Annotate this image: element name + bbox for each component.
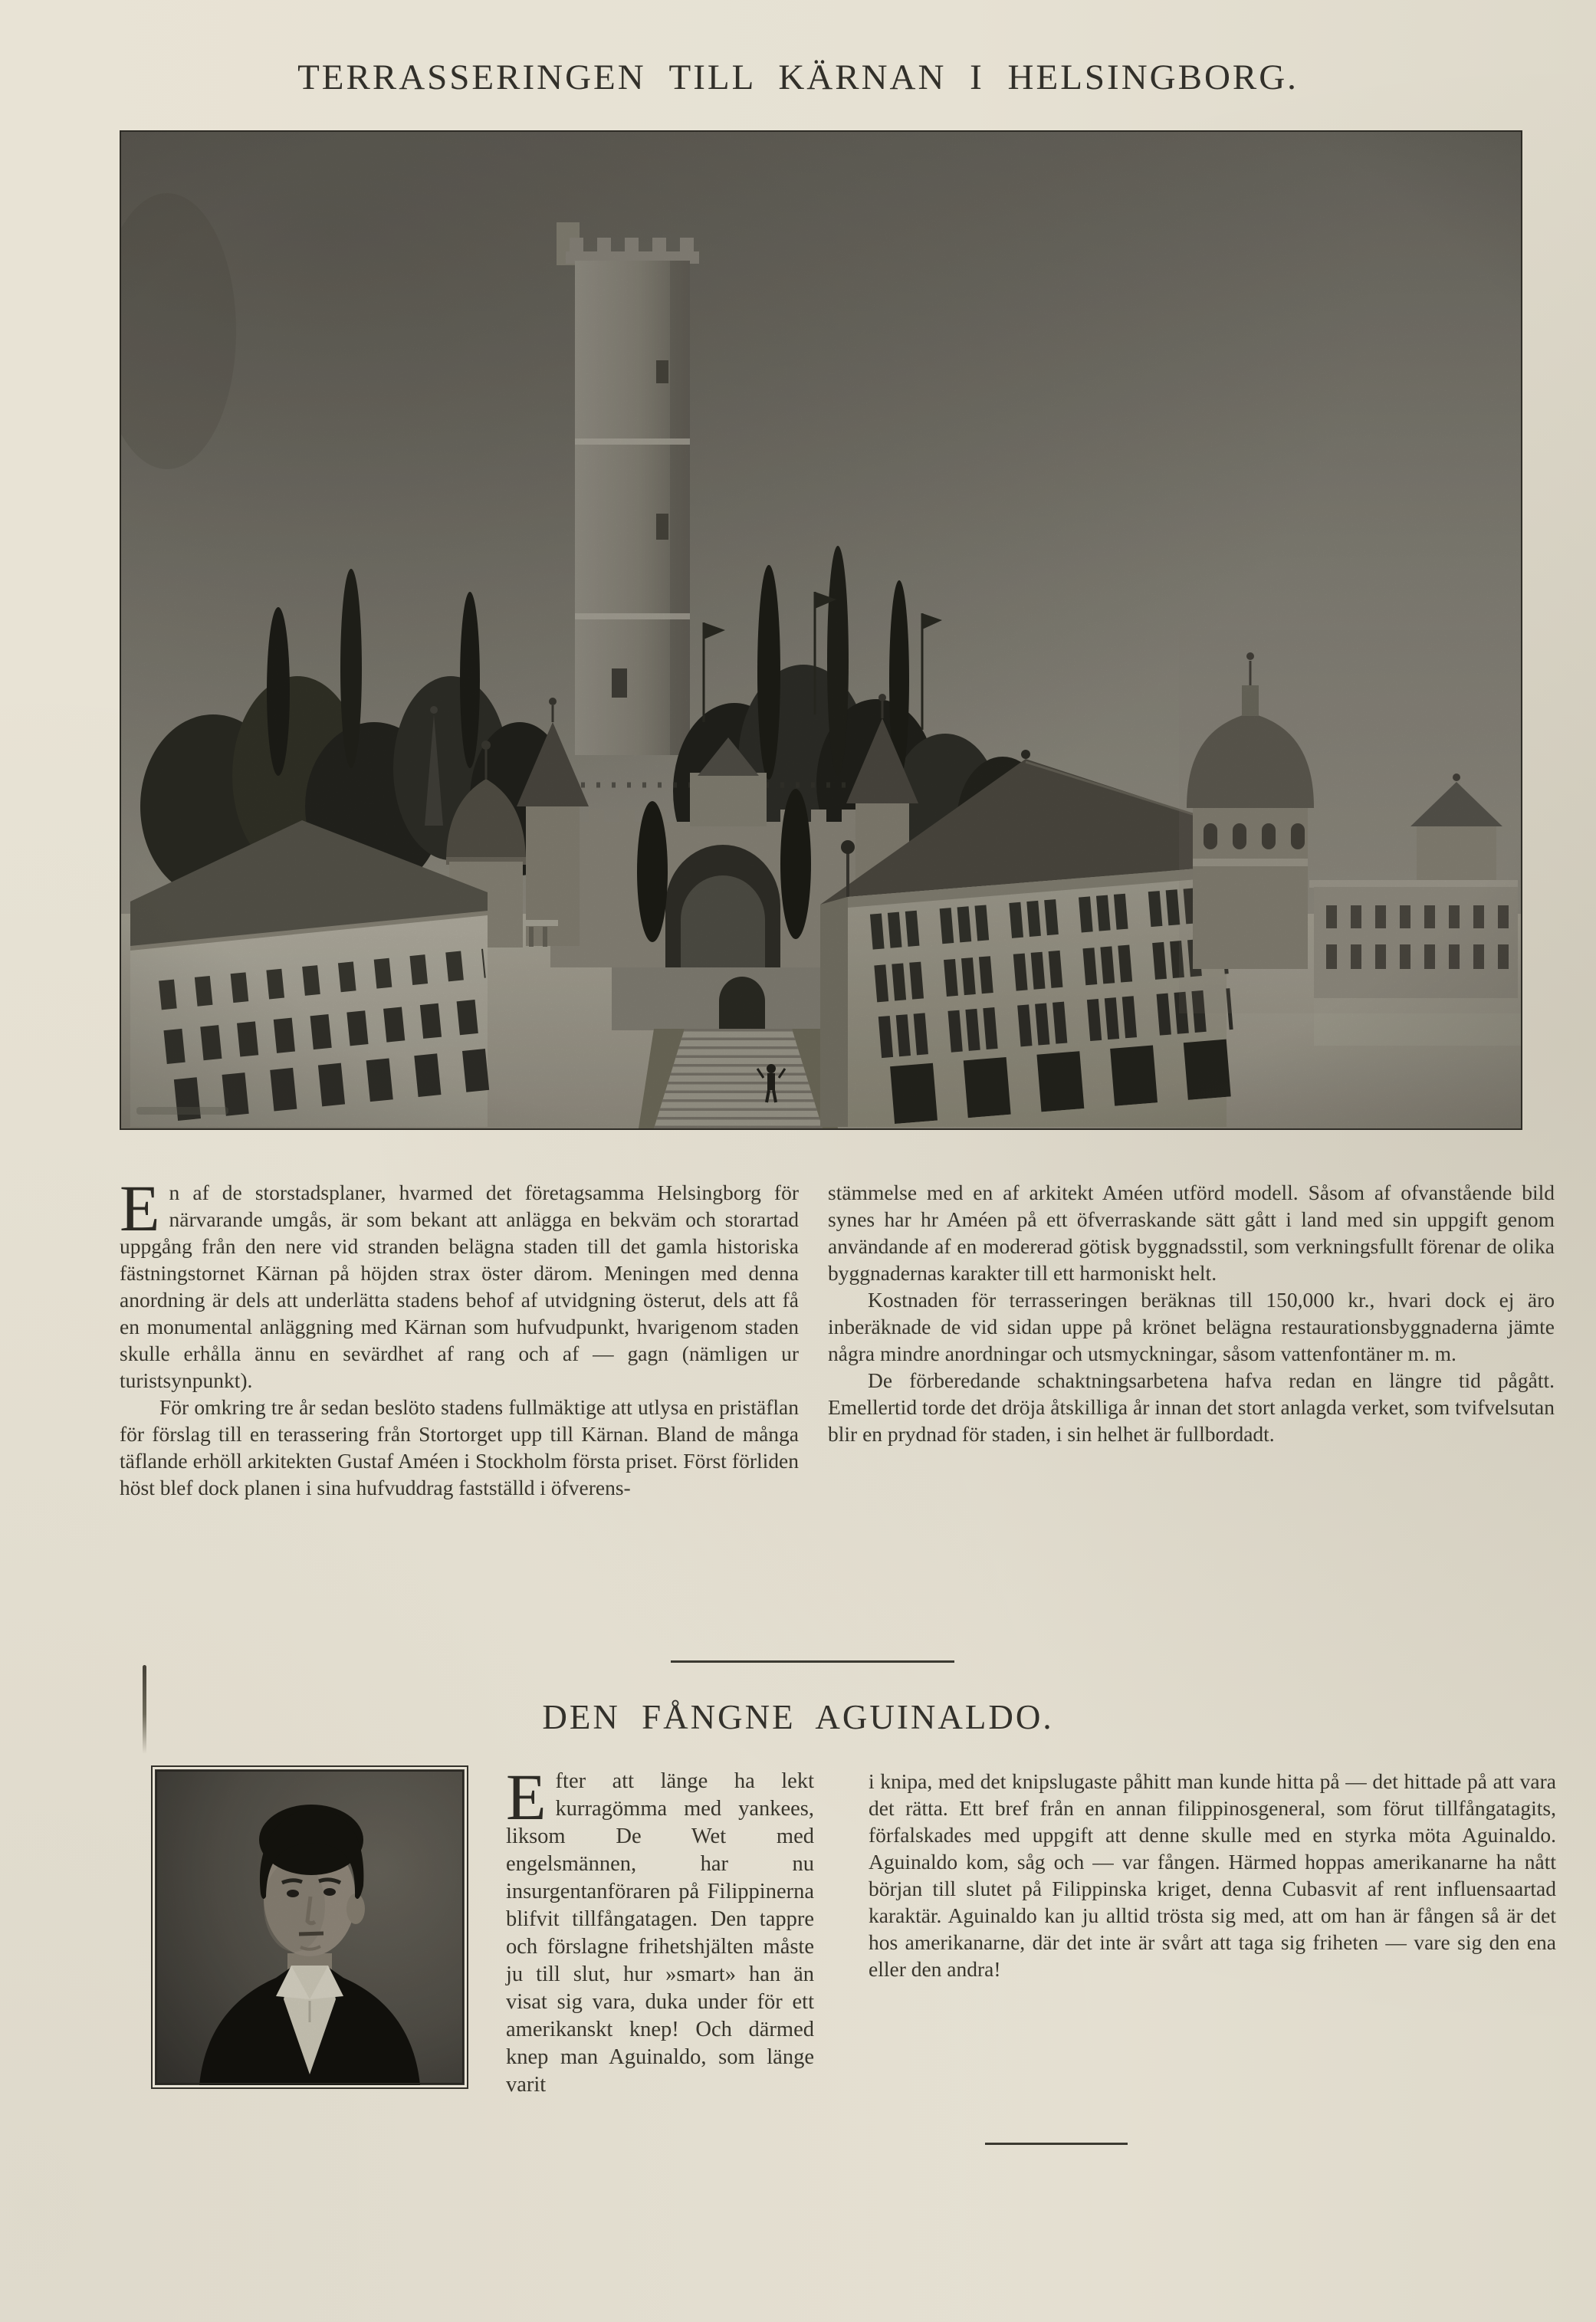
karnan-model-photo: [120, 130, 1522, 1130]
article2-column2: [869, 1768, 1556, 1982]
article2-paragraph1-text: fter att länge ha lekt kurragömma med yankees, liksom De Wet med engelsmännen, har nu insurgentanföraren på Filippinerna blifvit tillfångatagen. Den tappre och förslagne frihetshjälten måste ju till slut, hur »smart» han än visat sig vara, duka under för ett amerikanskt knep! Och därmed knep man Aguinaldo, som länge varit: [506, 1769, 814, 2097]
article1-dropcap: E: [120, 1171, 160, 1245]
article2-paragraph1: [506, 1760, 814, 2099]
article2-title: DEN FÅNGNE AGUINALDO.: [542, 1698, 1054, 1736]
article2-end-rule: [985, 2143, 1128, 2145]
article2-paragraph2: i knipa, med det knipslugaste påhitt man kunde hitta på — det hittade på att vara det rätta. Ett bref från en annan filippinosgeneral, som förut tillfångatagits, förfalskades med uppgift att denne skulle med en styrka möta Aguinaldo. Aguinaldo kom, såg och — var fången. Härmed hoppas amerikanarne ha nått början till slutet på Filippinska kriget, denna Cubasvit af rent influensaartad karaktär. Aguinaldo kan ju alltid trösta sig med, att om han är fången så är det hos amerikanarne, där det inte är svårt att taga sig friheten — vare sig den ena eller den andra!: [869, 1769, 1556, 1981]
article1-paragraph3: stämmelse med en af arkitekt Améen utförd modell. Såsom af ofvanstående bild synes har hr Améen på ett öfverraskande sätt gått i land med sin uppgift genom användande af en modererad götisk byggnadsstil, som verkningsfullt förenar de olika byggnadernas karakter till ett harmoniskt helt.: [828, 1181, 1555, 1285]
article2-column1: [506, 1760, 814, 2099]
article1-column1: [120, 1171, 799, 1501]
article1-title: TERRASSERINGEN TILL KÄRNAN I HELSINGBORG.: [297, 57, 1299, 97]
article1-paragraph1-text: n af de storstadsplaner, hvarmed det företagsamma Helsingborg för närvarande umgås, är som bekant att anlägga en bekväm och storartad uppgång från den nere vid stranden belägna staden till det gamla historiska fästningstornet Kärnan på höjden strax öster därom. Meningen med denna anordning är dels att underlätta stadens behof af utvidgning österut, dels att få en monumental anläggning med Kärnan som hufvudpunkt, hvarigenom staden skulle erhålla ännu en sevärdhet af rang och af — gagn (nämligen ur turistsynpunkt).: [120, 1181, 799, 1392]
portrait-grain: [155, 1769, 465, 2085]
photo-vignette: [121, 132, 1521, 1128]
article2-dropcap: E: [506, 1760, 547, 1834]
article1-column2: [828, 1179, 1555, 1447]
article1-paragraph5: De förberedande schaktningsarbetena hafva redan en längre tid pågått. Emellertid torde det dröja åtskilliga år innan det stort anlagda verket, som tvifvelsutan blir en prydnad för staden, i sin helhet är fullbordadt.: [828, 1368, 1555, 1446]
article1-paragraph4: Kostnaden för terrasseringen beräknas till 150,000 kr., hvari dock ej äro inberäknade de vid sidan uppe på krönet belägna restaurationsbyggnaderna jämte några mindre anordningar och utsmyckningar, såsom vattenfontäner m. m.: [828, 1288, 1555, 1365]
article1-paragraph2: För omkring tre år sedan beslöto stadens fullmäktige att utlysa en pristäflan för förslag till en terassering från Stortorget upp till Kärnan. Bland de många täflande erhöll arkitekten Gustaf Améen i Stockholm första priset. Först förliden höst blef dock planen i sina hufvuddrag fastställd i öfverens-: [120, 1395, 799, 1499]
article1-paragraph1: [120, 1171, 799, 1394]
aguinaldo-portrait: [151, 1765, 468, 2089]
karnan-model-photo-illustration: [121, 132, 1521, 1128]
article-separator-rule: [671, 1660, 954, 1663]
aguinaldo-portrait-illustration: [155, 1769, 465, 2085]
